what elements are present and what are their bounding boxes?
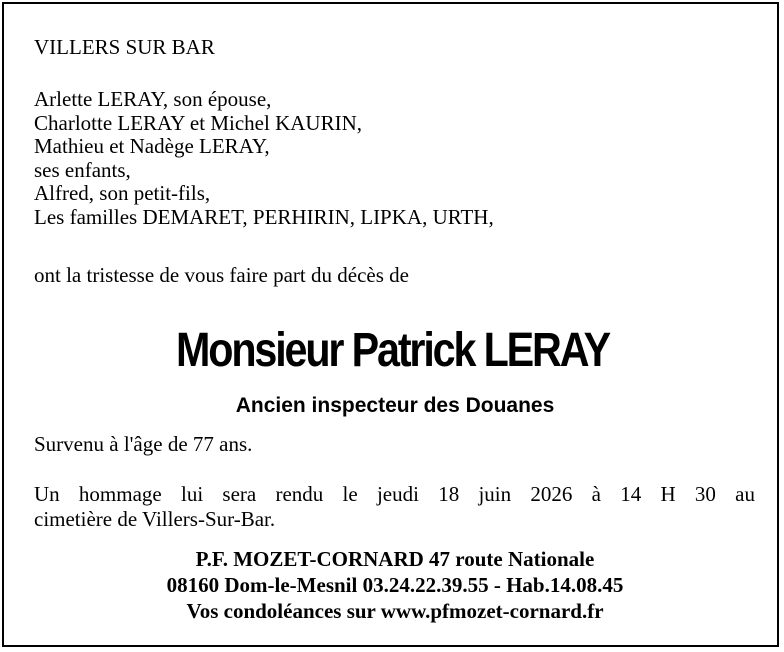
- deceased-title: Ancien inspecteur des Douanes: [235, 394, 555, 417]
- deceased-name: Monsieur Patrick LERAY: [176, 324, 609, 377]
- town-heading: VILLERS SUR BAR: [34, 35, 215, 59]
- family-list: [34, 88, 494, 229]
- tribute-line: Un hommage lui sera rendu le jeudi 18 juin 2026 à 14 H 30 au: [34, 482, 755, 506]
- funeral-home-line: Vos condoléances sur www.pfmozet-cornard.fr: [186, 599, 604, 623]
- family-line: Alfred, son petit-fils,: [34, 181, 211, 205]
- funeral-home-block: [4, 546, 784, 624]
- family-line: Charlotte LERAY et Michel KAURIN,: [34, 110, 362, 135]
- obituary-notice: [2, 2, 779, 647]
- age-line: Survenu à l'âge de 77 ans.: [34, 432, 253, 456]
- funeral-home-line: P.F. MOZET-CORNARD 47 route Nationale: [195, 547, 595, 571]
- tribute-line: cimetière de Villers-Sur-Bar.: [34, 507, 276, 531]
- funeral-home-line: 08160 Dom-le-Mesnil 03.24.22.39.55 - Hab.14.08.45: [166, 573, 624, 597]
- family-line: Les familles DEMARET, PERHIRIN, LIPKA, URTH,: [34, 204, 494, 229]
- family-line: Mathieu et Nadège LERAY,: [34, 134, 270, 158]
- tribute-paragraph: [34, 482, 755, 532]
- family-line: ses enfants,: [34, 157, 131, 182]
- family-line: Arlette LERAY, son épouse,: [34, 87, 272, 111]
- announcement-text: ont la tristesse de vous faire part du décès de: [34, 263, 409, 287]
